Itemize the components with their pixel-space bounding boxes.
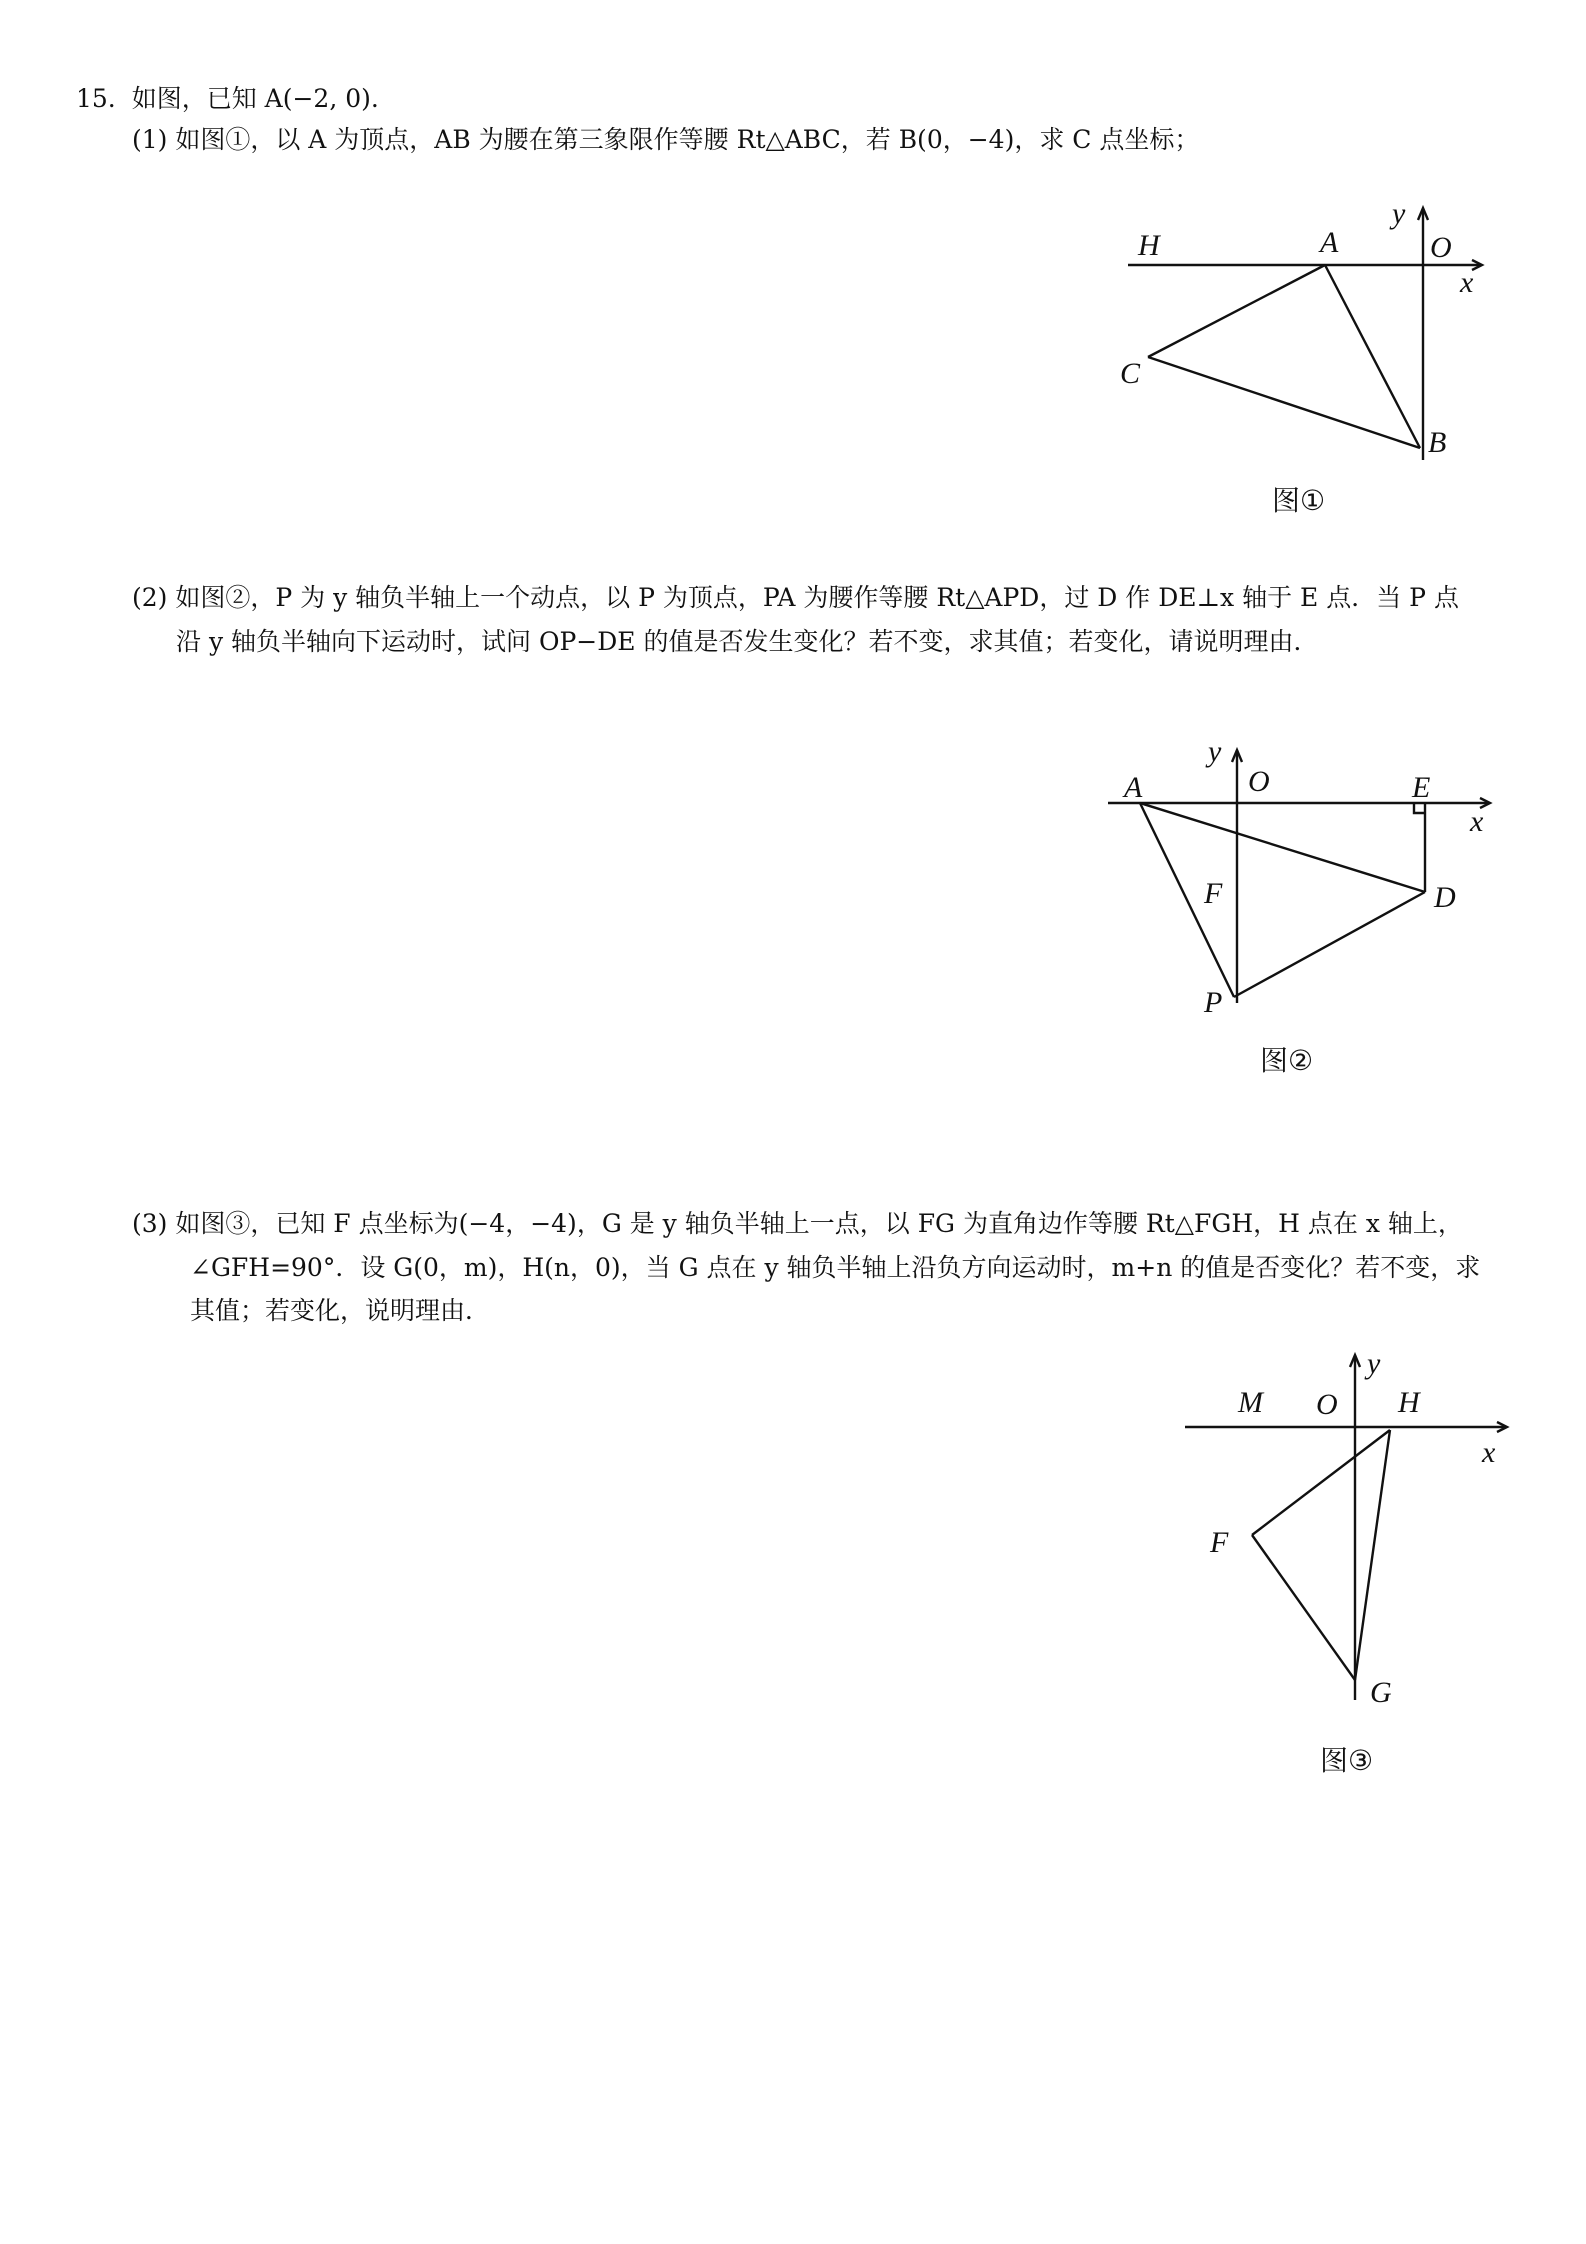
figure-2 bbox=[1100, 735, 1500, 1085]
part-2-line-2: 沿 y 轴负半轴向下运动时，试问 OP−DE 的值是否发生变化？若不变，求其值；若变化，请说明理由． bbox=[176, 627, 1319, 656]
label-y: y bbox=[1367, 1347, 1381, 1380]
label-F: F bbox=[1210, 1526, 1229, 1559]
label-O: O bbox=[1248, 765, 1270, 798]
label-H: H bbox=[1398, 1386, 1420, 1419]
figure-3-caption: 图③ bbox=[1320, 1744, 1374, 1777]
part-1-line-1: (1) 如图①，以 A 为顶点，AB 为腰在第三象限作等腰 Rt△ABC，若 B(0，−4)，求 C 点坐标； bbox=[132, 125, 1200, 154]
part-3-line-2: ∠GFH=90°．设 G(0，m)，H(n，0)，当 G 点在 y 轴负半轴上沿负方向运动时，m+n 的值是否变化？若不变，求 bbox=[190, 1253, 1481, 1282]
label-F: F bbox=[1204, 877, 1223, 910]
segment-HG bbox=[1355, 1430, 1390, 1680]
part-3-line-1: (3) 如图③，已知 F 点坐标为(−4，−4)，G 是 y 轴负半轴上一点，以 FG 为直角边作等腰 Rt△FGH，H 点在 x 轴上， bbox=[132, 1209, 1463, 1238]
label-y: y bbox=[1392, 197, 1406, 230]
problem-heading bbox=[76, 82, 379, 116]
figure-3-diagram bbox=[1160, 1340, 1520, 1780]
label-B: B bbox=[1428, 426, 1447, 459]
figure-2-diagram bbox=[1100, 735, 1500, 1085]
label-A: A bbox=[1320, 226, 1339, 259]
label-H: H bbox=[1138, 229, 1160, 262]
label-x: x bbox=[1482, 1436, 1496, 1469]
right-angle-mark-E bbox=[1414, 803, 1425, 813]
label-G: G bbox=[1370, 1676, 1392, 1709]
problem-number: 15. bbox=[76, 84, 116, 113]
figure-1-diagram bbox=[1100, 190, 1500, 530]
label-O: O bbox=[1316, 1388, 1338, 1421]
figure-1-caption: 图① bbox=[1272, 484, 1326, 517]
label-x: x bbox=[1470, 805, 1484, 838]
figure-2-caption: 图② bbox=[1260, 1044, 1314, 1077]
problem-intro: 如图，已知 A(−2, 0). bbox=[131, 84, 379, 113]
label-x: x bbox=[1460, 266, 1474, 299]
segment-PD bbox=[1234, 892, 1425, 997]
segment-AD bbox=[1140, 803, 1425, 892]
figure-3 bbox=[1160, 1340, 1520, 1780]
label-A: A bbox=[1124, 771, 1143, 804]
figure-1 bbox=[1100, 190, 1500, 530]
label-C: C bbox=[1120, 357, 1141, 390]
label-P: P bbox=[1204, 986, 1223, 1019]
part-2-line-1: (2) 如图②，P 为 y 轴负半轴上一个动点，以 P 为顶点，PA 为腰作等腰 Rt△APD，过 D 作 DE⊥x 轴于 E 点．当 P 点 bbox=[132, 583, 1459, 612]
segment-FH bbox=[1252, 1430, 1390, 1535]
label-D: D bbox=[1434, 881, 1456, 914]
label-E: E bbox=[1412, 771, 1431, 804]
part-3-line-3: 其值；若变化，说明理由． bbox=[190, 1296, 491, 1325]
segment-AC bbox=[1148, 265, 1325, 357]
label-O: O bbox=[1430, 231, 1452, 264]
label-M: M bbox=[1238, 1386, 1263, 1419]
segment-FG bbox=[1252, 1535, 1355, 1680]
label-y: y bbox=[1208, 735, 1222, 768]
